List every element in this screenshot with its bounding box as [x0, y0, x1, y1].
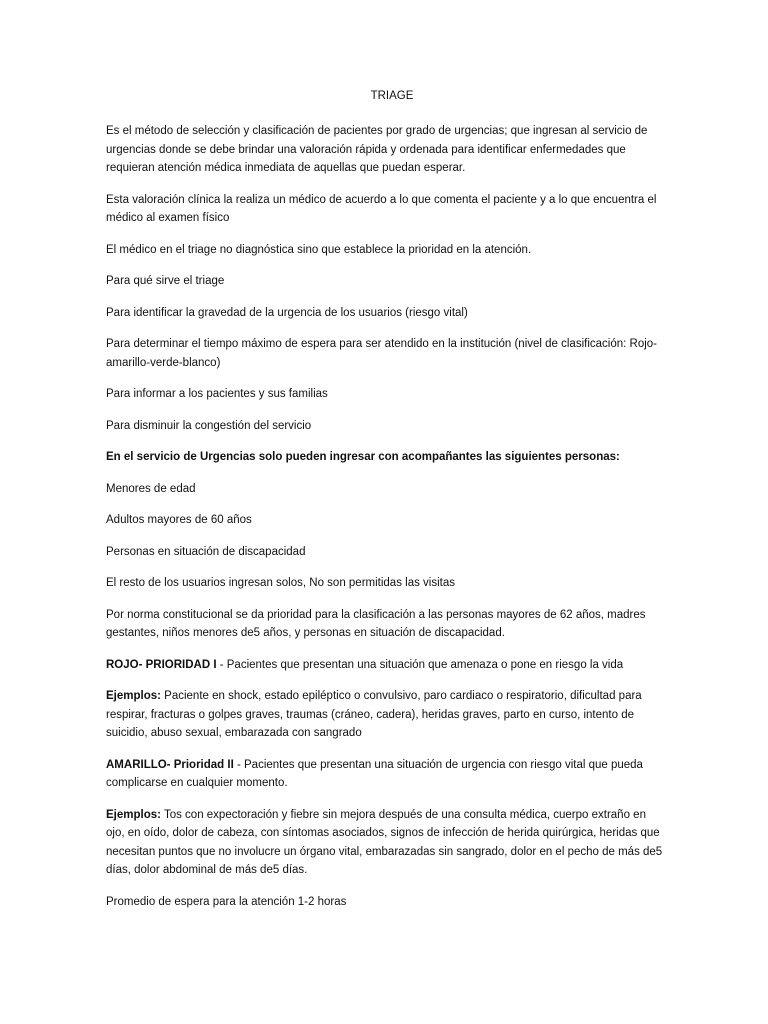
paragraph-red-priority	[106, 656, 666, 675]
paragraph-text: - Pacientes que presentan una situación que amenaza o pone en riesgo la vida	[216, 658, 624, 671]
paragraph-text: Para disminuir la congestión del servicio	[106, 419, 312, 432]
paragraph-text: Para qué sirve el triage	[106, 275, 225, 287]
paragraph-disability	[106, 543, 666, 562]
document-body	[106, 88, 666, 924]
paragraph-text: El médico en el triage no diagnóstica sino que establece la prioridad en la atención.	[106, 243, 532, 256]
paragraph-text: Para identificar la gravedad de la urgencia de los usuarios (riesgo vital)	[106, 306, 468, 319]
paragraph-average-wait	[106, 893, 666, 912]
paragraph-text: Menores de edad	[106, 482, 196, 495]
paragraph-text: - Pacientes que presentan una situación de urgencia con riesgo vital que pueda complicarse en cualquier momento.	[106, 758, 643, 789]
paragraph-text: Promedio de espera para la atención 1-2 horas	[106, 895, 347, 908]
document-title: TRIAGE	[370, 90, 414, 102]
paragraph-constitutional-norm	[106, 606, 666, 643]
paragraph-text: Tos con expectoración y fiebre sin mejora después de una consulta médica, cuerpo extraño en ojo, en oído, dolor de cabeza, con síntomas asociados, signos de infección de herida quirúrgica, heridas que necesitan puntos que no involucre un órgano vital, embarazadas sin sangrado, dolor en el pecho de más de5 días, dolor abdominal de más de5 días.	[106, 808, 663, 876]
paragraph-lead: AMARILLO- Prioridad II	[106, 758, 234, 771]
paragraph-lead: En el servicio de Urgencias solo pueden ingresar con acompañantes las siguientes personas:	[106, 451, 620, 463]
paragraph-lead: Ejemplos:	[106, 690, 161, 702]
paragraph-lead: Ejemplos:	[106, 808, 161, 821]
paragraph-purpose-severity	[106, 304, 666, 323]
paragraph-valuation	[106, 191, 666, 228]
paragraph-purpose-congestion	[106, 417, 666, 436]
paragraph-text: Es el método de selección y clasificación de pacientes por grado de urgencias; que ingresan al servicio de urgencias donde se debe brindar una valoración rápida y ordenada para identificar enfermedades que requieran atención médica inmediata de aquellas que puedan esperar.	[106, 125, 648, 174]
paragraph-purpose-heading	[106, 272, 666, 291]
paragraph-text: Paciente en shock, estado epiléptico o convulsivo, paro cardiaco o respiratorio, dificultad para respirar, fracturas o golpes graves, traumas (cráneo, cadera), heridas graves, parto en curso, intento de suicidio, abuso sexual, embarazada con sangrado	[106, 690, 642, 739]
paragraph-yellow-examples	[106, 806, 666, 880]
paragraph-text: Para determinar el tiempo máximo de espera para ser atendido en la institución (nivel de clasificación: Rojo-amarillo-verde-blanco)	[106, 338, 658, 369]
paragraph-text: Para informar a los pacientes y sus familias	[106, 388, 328, 400]
paragraph-text: El resto de los usuarios ingresan solos, No son permitidas las visitas	[106, 577, 455, 589]
paragraph-purpose-wait-time	[106, 335, 666, 372]
paragraph-text: Por norma constitucional se da prioridad para la clasificación a las personas mayores de 62 años, madres gestantes, niños menores de5 años, y personas en situación de discapacidad.	[106, 608, 646, 639]
paragraph-lead: ROJO- PRIORIDAD I	[106, 658, 217, 671]
paragraph-text: Personas en situación de discapacidad	[106, 545, 306, 558]
paragraph-companions-heading	[106, 448, 666, 467]
paragraph-definition	[106, 122, 666, 178]
paragraph-priority	[106, 241, 666, 260]
paragraph-red-examples	[106, 687, 666, 743]
paragraph-purpose-inform	[106, 385, 666, 404]
paragraph-no-visits	[106, 574, 666, 593]
paragraph-text: Adultos mayores de 60 años	[106, 514, 252, 526]
paragraph-yellow-priority	[106, 756, 666, 793]
paragraph-text: Esta valoración clínica la realiza un médico de acuerdo a lo que comenta el paciente y a lo que encuentra el médico al examen físico	[106, 193, 657, 224]
paragraph-elderly	[106, 511, 666, 530]
paragraph-minors	[106, 480, 666, 499]
